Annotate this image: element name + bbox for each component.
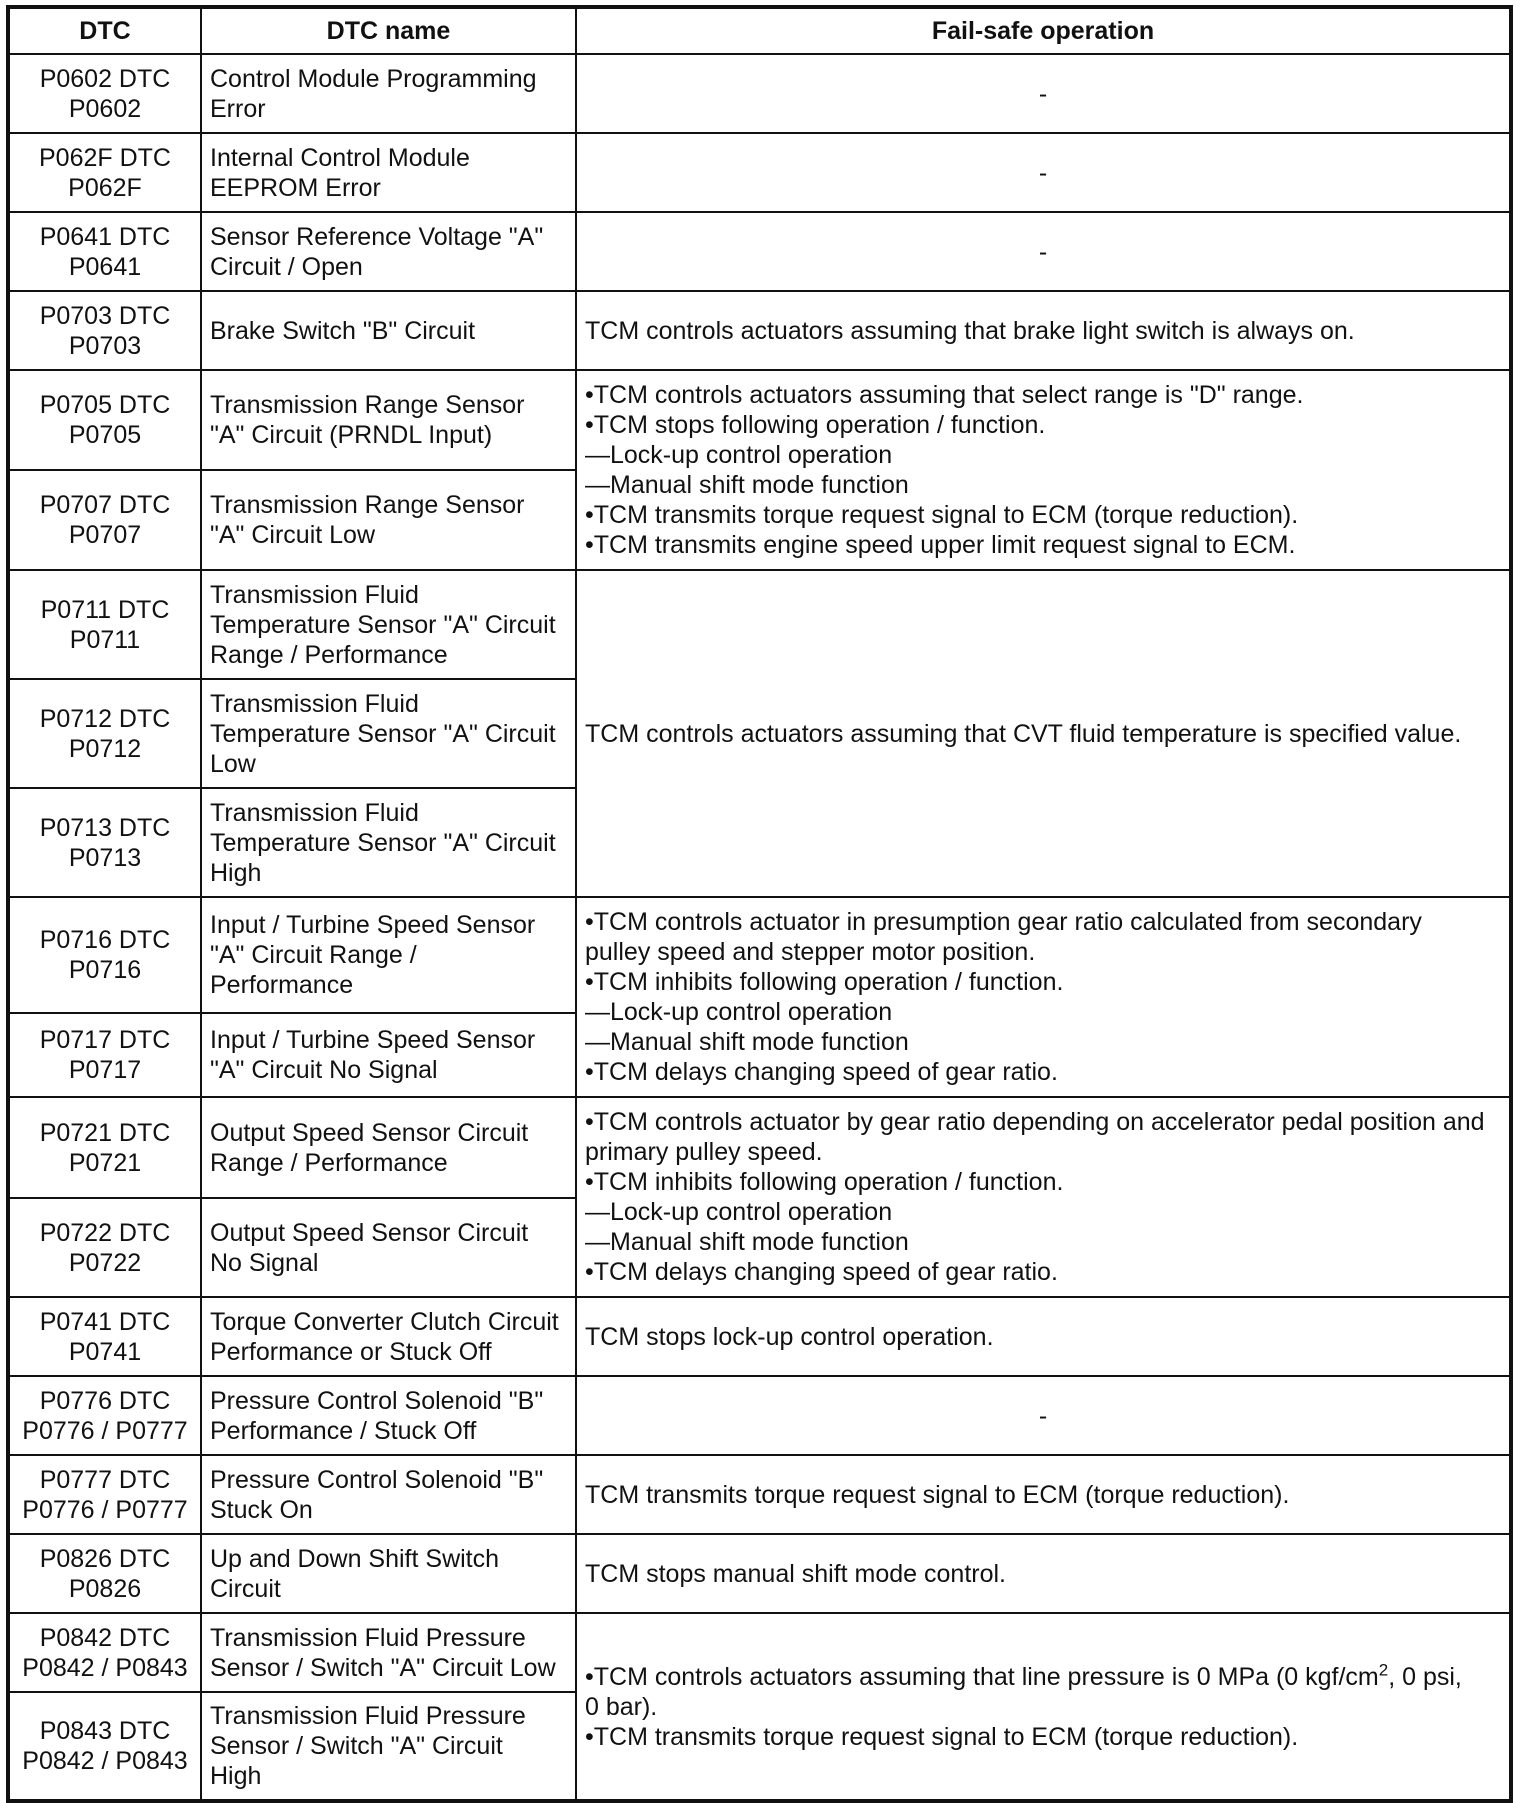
failsafe-line: pulley speed and stepper motor position. — [585, 938, 1036, 966]
dtc-name-cell — [201, 1376, 576, 1455]
dtc-code: P0713 DTC — [39, 813, 171, 842]
failsafe-line: —Manual shift mode function — [585, 1228, 909, 1256]
failsafe-line: •TCM inhibits following operation / function. — [585, 968, 1064, 996]
dtc-code: P0703 DTC — [39, 301, 171, 330]
failsafe-line: —Manual shift mode function — [585, 1028, 909, 1056]
dtc-code: P0711 DTC — [40, 595, 170, 624]
failsafe-cell — [576, 897, 1511, 1097]
dtc-name-cell — [201, 788, 576, 897]
dtc-cell — [8, 1198, 201, 1297]
dtc-name-line: Transmission Fluid — [210, 580, 419, 609]
dtc-code: P0843 DTC — [39, 1717, 171, 1745]
dtc-name-line: No Signal — [210, 1248, 319, 1277]
superscript-2: 2 — [1378, 1660, 1389, 1680]
dtc-name-line: Input / Turbine Speed Sensor — [210, 911, 536, 939]
dtc-name-cell — [201, 370, 576, 470]
dtc-code-alt: P0717 — [68, 1056, 142, 1084]
failsafe-line: •TCM inhibits following operation / function. — [585, 1168, 1064, 1196]
dtc-name-cell — [201, 1455, 576, 1534]
dtc-name-line: Performance or Stuck Off — [210, 1337, 492, 1366]
dtc-code: P0717 DTC — [39, 1026, 171, 1054]
dtc-cell — [8, 1376, 201, 1455]
dtc-cell — [8, 1692, 201, 1801]
dtc-code-alt: P0776 / P0777 — [22, 1416, 188, 1445]
table-row — [8, 1455, 1511, 1534]
dtc-cell — [8, 212, 201, 291]
failsafe-line: —Lock-up control operation — [585, 1198, 893, 1226]
dtc-name-cell — [201, 1198, 576, 1297]
failsafe-line: •TCM stops following operation / function. — [585, 411, 1046, 439]
dtc-code: P0712 DTC — [39, 704, 171, 733]
failsafe-line — [585, 1662, 1501, 1692]
dtc-name-line: Transmission Fluid — [210, 798, 419, 827]
dtc-cell — [8, 679, 201, 788]
dtc-name-line: Sensor Reference Voltage "A" — [210, 222, 544, 251]
dtc-code-alt: P0826 — [68, 1574, 142, 1603]
dtc-code: P0722 DTC — [39, 1218, 171, 1247]
dtc-name-line: Temperature Sensor "A" Circuit — [210, 719, 556, 748]
table-row — [8, 1297, 1511, 1376]
dtc-cell — [8, 133, 201, 212]
dtc-name-line: Pressure Control Solenoid "B" — [210, 1465, 544, 1494]
dtc-name-line: High — [210, 858, 262, 887]
dtc-name-line: Circuit / Open — [210, 252, 363, 281]
dtc-code-alt: P062F — [68, 173, 142, 202]
dtc-name-cell — [201, 133, 576, 212]
failsafe-cell: - — [576, 1376, 1511, 1455]
dtc-name-line: Performance / Stuck Off — [210, 1416, 477, 1445]
dtc-name-line: Input / Turbine Speed Sensor — [210, 1026, 536, 1054]
failsafe-line: •TCM transmits torque request signal to ECM (torque reduction). — [585, 501, 1299, 529]
dtc-name-line: Up and Down Shift Switch — [210, 1544, 500, 1573]
table-row — [8, 212, 1511, 291]
dtc-cell — [8, 1455, 201, 1534]
dtc-code-alt: P0741 — [68, 1337, 142, 1366]
dtc-code: P062F DTC — [39, 143, 171, 172]
dtc-name-cell — [201, 470, 576, 570]
failsafe-line: •TCM delays changing speed of gear ratio. — [585, 1258, 1058, 1286]
dtc-name-line: Sensor / Switch "A" Circuit — [210, 1732, 503, 1760]
dtc-code: P0716 DTC — [39, 926, 171, 954]
dtc-code-alt: P0602 — [68, 94, 142, 123]
failsafe-line: •TCM controls actuators assuming that select range is "D" range. — [585, 381, 1304, 409]
dtc-cell — [8, 54, 201, 133]
table-row — [8, 1613, 1511, 1692]
dtc-cell — [8, 1013, 201, 1097]
failsafe-cell: TCM stops manual shift mode control. — [576, 1534, 1511, 1613]
header-dtc: DTC — [8, 7, 201, 54]
dtc-code: P0602 DTC — [39, 64, 171, 93]
failsafe-cell: - — [576, 133, 1511, 212]
dtc-name-cell — [201, 897, 576, 1013]
failsafe-cell: - — [576, 212, 1511, 291]
dtc-name-line: Range / Performance — [210, 640, 448, 669]
dtc-cell — [8, 1613, 201, 1692]
dtc-code-alt: P0705 — [68, 421, 142, 449]
failsafe-cell — [576, 370, 1511, 570]
dtc-name-line: Temperature Sensor "A" Circuit — [210, 610, 556, 639]
table-row — [8, 54, 1511, 133]
dtc-code: P0641 DTC — [39, 222, 171, 251]
failsafe-cell — [576, 1613, 1511, 1801]
dtc-name-line: Transmission Fluid — [210, 689, 419, 718]
dtc-code-alt: P0721 — [68, 1148, 142, 1177]
dtc-code: P0776 DTC — [39, 1386, 171, 1415]
header-dtc-name: DTC name — [201, 7, 576, 54]
failsafe-line: primary pulley speed. — [585, 1138, 823, 1166]
dtc-name-cell — [201, 1534, 576, 1613]
table-row — [8, 897, 1511, 1013]
failsafe-line: •TCM transmits engine speed upper limit request signal to ECM. — [585, 531, 1296, 559]
failsafe-text: , 0 psi, — [1388, 1662, 1462, 1691]
table-row — [8, 1376, 1511, 1455]
dtc-code: P0842 DTC — [39, 1623, 171, 1652]
dtc-name-line: "A" Circuit (PRNDL Input) — [210, 421, 493, 449]
dtc-name-line: Output Speed Sensor Circuit — [210, 1118, 529, 1147]
dtc-cell — [8, 470, 201, 570]
table-row — [8, 1534, 1511, 1613]
dtc-name-line: Control Module Programming — [210, 64, 537, 93]
dtc-code: P0707 DTC — [39, 491, 171, 519]
failsafe-cell — [576, 1097, 1511, 1297]
failsafe-line: —Lock-up control operation — [585, 998, 893, 1026]
dtc-table-container — [6, 5, 1509, 1803]
failsafe-line: —Lock-up control operation — [585, 441, 893, 469]
dtc-code-alt: P0842 / P0843 — [22, 1747, 188, 1775]
dtc-name-cell — [201, 212, 576, 291]
dtc-name-line: "A" Circuit Low — [210, 521, 376, 549]
dtc-name-line: Brake Switch "B" Circuit — [210, 316, 476, 345]
dtc-name-line: EEPROM Error — [210, 173, 381, 202]
dtc-code-alt: P0716 — [68, 956, 142, 984]
dtc-code-alt: P0842 / P0843 — [22, 1653, 188, 1682]
dtc-code-alt: P0776 / P0777 — [22, 1495, 188, 1524]
dtc-cell — [8, 1534, 201, 1613]
dtc-name-line: Internal Control Module — [210, 143, 470, 172]
dtc-code: P0721 DTC — [39, 1118, 171, 1147]
dtc-code-alt: P0703 — [68, 331, 142, 360]
failsafe-cell: TCM stops lock-up control operation. — [576, 1297, 1511, 1376]
dtc-code-alt: P0712 — [68, 734, 142, 763]
table-row — [8, 1097, 1511, 1198]
dtc-name-line: Output Speed Sensor Circuit — [210, 1218, 529, 1247]
dtc-name-cell — [201, 1692, 576, 1801]
dtc-name-cell — [201, 570, 576, 679]
dtc-code-alt: P0713 — [68, 843, 142, 872]
dtc-cell — [8, 1097, 201, 1198]
dtc-code: P0826 DTC — [39, 1544, 171, 1573]
dtc-cell — [8, 570, 201, 679]
dtc-name-line: Low — [210, 749, 256, 778]
dtc-code-alt: P0707 — [68, 521, 142, 549]
dtc-name-line: Stuck On — [210, 1495, 313, 1524]
dtc-name-line: "A" Circuit Range / — [210, 941, 417, 969]
table-row — [8, 370, 1511, 470]
dtc-name-line: High — [210, 1762, 262, 1790]
dtc-cell — [8, 291, 201, 370]
dtc-name-line: "A" Circuit No Signal — [210, 1056, 438, 1084]
dtc-name-line: Torque Converter Clutch Circuit — [210, 1307, 559, 1336]
failsafe-cell: TCM transmits torque request signal to ECM (torque reduction). — [576, 1455, 1511, 1534]
dtc-cell — [8, 1297, 201, 1376]
dtc-name-line: Sensor / Switch "A" Circuit Low — [210, 1653, 556, 1682]
dtc-cell — [8, 370, 201, 470]
failsafe-line: •TCM controls actuator by gear ratio depending on accelerator pedal position and — [585, 1108, 1485, 1136]
dtc-name-line: Transmission Range Sensor — [210, 391, 525, 419]
failsafe-cell: TCM controls actuators assuming that CVT fluid temperature is specified value. — [576, 570, 1511, 897]
table-header-row — [8, 7, 1511, 54]
header-failsafe: Fail-safe operation — [576, 7, 1511, 54]
failsafe-line: 0 bar). — [585, 1692, 658, 1721]
dtc-code-alt: P0722 — [68, 1248, 142, 1277]
failsafe-line: •TCM transmits torque request signal to ECM (torque reduction). — [585, 1722, 1299, 1751]
failsafe-text: •TCM controls actuators assuming that line pressure is 0 MPa (0 kgf/cm — [585, 1662, 1379, 1691]
failsafe-line: •TCM controls actuator in presumption gear ratio calculated from secondary — [585, 908, 1422, 936]
failsafe-cell: - — [576, 54, 1511, 133]
table-row — [8, 133, 1511, 212]
dtc-name-line: Transmission Range Sensor — [210, 491, 525, 519]
dtc-name-line: Range / Performance — [210, 1148, 448, 1177]
dtc-name-cell — [201, 679, 576, 788]
dtc-name-line: Performance — [210, 971, 354, 999]
dtc-cell — [8, 788, 201, 897]
table-row — [8, 291, 1511, 370]
dtc-failsafe-table — [6, 5, 1513, 1803]
dtc-name-line: Transmission Fluid Pressure — [210, 1702, 526, 1730]
dtc-name-cell — [201, 1297, 576, 1376]
dtc-name-line: Pressure Control Solenoid "B" — [210, 1386, 544, 1415]
failsafe-line: —Manual shift mode function — [585, 471, 909, 499]
dtc-name-line: Circuit — [210, 1574, 281, 1603]
dtc-name-line: Transmission Fluid Pressure — [210, 1623, 526, 1652]
dtc-name-cell — [201, 54, 576, 133]
dtc-code-alt: P0641 — [68, 252, 142, 281]
dtc-name-cell — [201, 1013, 576, 1097]
dtc-cell — [8, 897, 201, 1013]
dtc-code: P0777 DTC — [39, 1465, 171, 1494]
dtc-name-line: Error — [210, 94, 266, 123]
failsafe-line: •TCM delays changing speed of gear ratio. — [585, 1058, 1058, 1086]
dtc-name-cell — [201, 1097, 576, 1198]
dtc-code: P0705 DTC — [39, 391, 171, 419]
dtc-name-cell — [201, 291, 576, 370]
dtc-name-line: Temperature Sensor "A" Circuit — [210, 828, 556, 857]
dtc-code-alt: P0711 — [69, 625, 141, 654]
dtc-name-cell — [201, 1613, 576, 1692]
failsafe-cell: TCM controls actuators assuming that brake light switch is always on. — [576, 291, 1511, 370]
table-row — [8, 570, 1511, 679]
dtc-code: P0741 DTC — [39, 1307, 171, 1336]
